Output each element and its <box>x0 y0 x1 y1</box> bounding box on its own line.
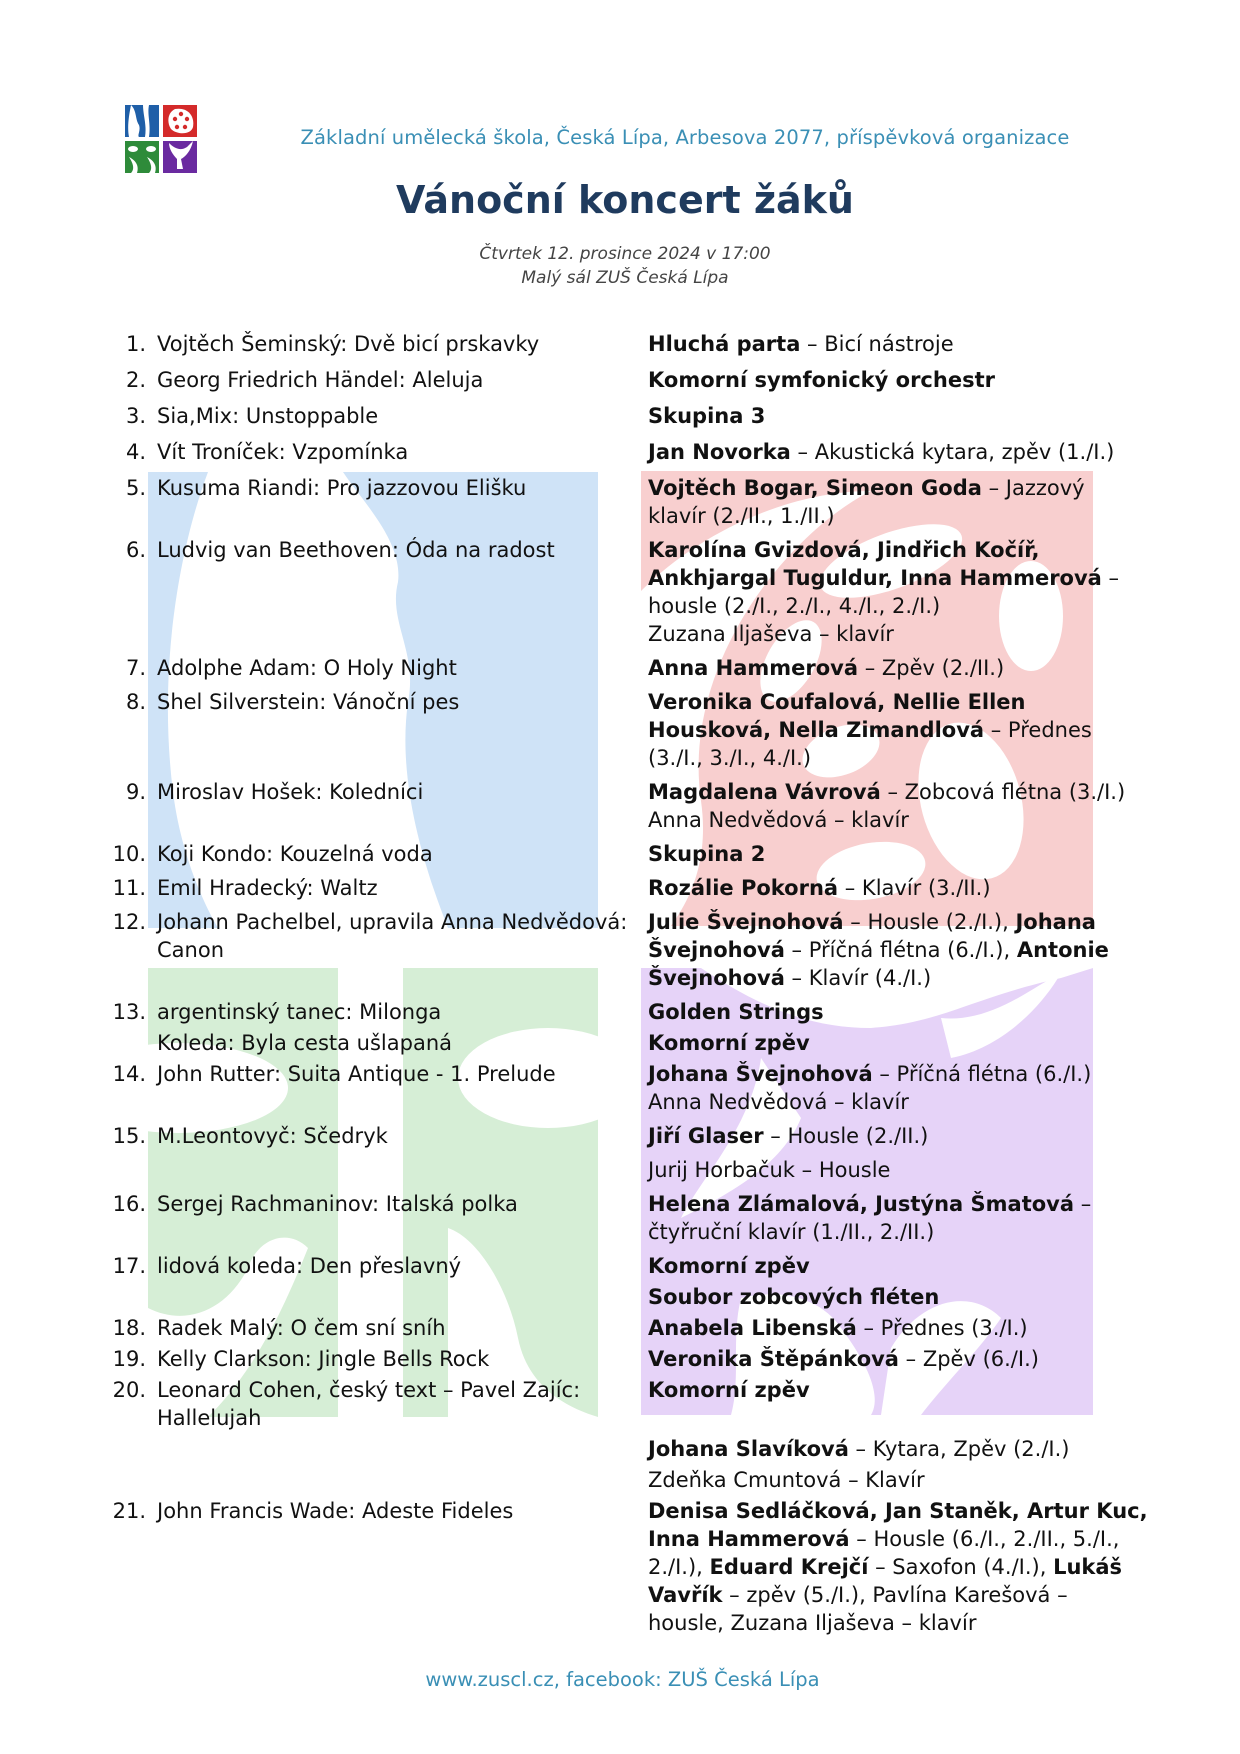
performer-name: Jiří Glaser <box>648 1124 764 1148</box>
school-name: Základní umělecká škola, Česká Lípa, Arbesova 2077, příspěvková organizace <box>300 126 1070 149</box>
performer-name: Julie Švejnohová <box>648 910 844 934</box>
performer-name: Helena Zlámalová, Justýna Šmatová <box>648 1192 1075 1216</box>
performer-line <box>648 1088 1148 1116</box>
program-item-piece: Radek Malý: O čem sní sníh <box>157 1316 446 1340</box>
program-item <box>100 1466 1160 1494</box>
program-item-number: 2. <box>125 368 146 392</box>
program-item-number: 9. <box>125 780 146 804</box>
program-item-number: 11. <box>112 876 146 900</box>
program-item-piece-cell <box>100 688 648 716</box>
program-item-number <box>100 1029 157 1057</box>
performer-line <box>648 1314 1148 1342</box>
program-item <box>100 1156 1160 1184</box>
performer-line <box>648 402 1148 430</box>
program-item-number: 19. <box>112 1347 146 1371</box>
program-item <box>100 1345 1160 1373</box>
program-item-number: 16. <box>112 1192 146 1216</box>
performer-name: Soubor zobcových fléten <box>648 1285 940 1309</box>
program-item-piece-cell <box>100 874 648 902</box>
performer-detail: Anna Nedvědová – klavír <box>648 808 909 832</box>
program-item-performers <box>648 402 1148 430</box>
program-item <box>100 688 1160 772</box>
performer-line <box>648 438 1148 466</box>
program-item-number: 10. <box>112 842 146 866</box>
performer-line <box>648 908 1148 992</box>
performer-line <box>648 1029 1148 1057</box>
program-item-performers <box>648 1122 1148 1150</box>
program-item-number: 7. <box>125 656 146 680</box>
program-item-performers <box>648 1435 1148 1463</box>
program-item-number: 20. <box>112 1378 146 1402</box>
program-item-performers <box>648 840 1148 868</box>
program-item-piece: Sergej Rachmaninov: Italská polka <box>157 1192 518 1216</box>
program-item-piece: Miroslav Hošek: Koledníci <box>157 780 424 804</box>
performer-name: Veronika Štěpánková <box>648 1347 899 1371</box>
performer-name: Johana Švejnohová <box>648 910 1096 962</box>
program-item-number: 13. <box>112 1000 146 1024</box>
program-item-number: 14. <box>112 1062 146 1086</box>
performer-detail: – Příčná flétna (6./I.) <box>872 1062 1092 1086</box>
program-item-piece-cell <box>100 1122 648 1150</box>
program-item <box>100 1122 1160 1150</box>
performer-name: Vojtěch Bogar, Simeon Goda <box>648 476 982 500</box>
program-item-piece: Sia,Mix: Unstoppable <box>157 404 379 428</box>
program-item <box>100 998 1160 1026</box>
performer-name: Lukáš Vavřík <box>648 1555 1123 1607</box>
performer-detail: Anna Nedvědová – klavír <box>648 1090 909 1114</box>
performer-name: Eduard Krejčí <box>709 1555 869 1579</box>
performer-detail: – Saxofon (4./I.), <box>868 1555 1054 1579</box>
performer-line <box>648 1435 1148 1463</box>
program-item-performers <box>648 366 1148 394</box>
program-item <box>100 474 1160 530</box>
program-item-piece-cell <box>100 1029 648 1057</box>
program-item <box>100 1376 1160 1432</box>
performer-line <box>648 998 1148 1026</box>
performer-line <box>648 1497 1148 1637</box>
performer-line <box>648 1252 1148 1280</box>
program-item-piece: Georg Friedrich Händel: Aleluja <box>157 368 484 392</box>
program-item-piece: Vojtěch Šeminský: Dvě bicí prskavky <box>157 332 540 356</box>
program-item <box>100 1314 1160 1342</box>
program-item-piece: John Francis Wade: Adeste Fideles <box>157 1499 514 1523</box>
performer-name: Karolína Gvizdová, Jindřich Kočíř, Ankhjargal Tuguldur, Inna Hammerová <box>648 538 1102 590</box>
program-item-piece: Kusuma Riandi: Pro jazzovou Elišku <box>157 476 527 500</box>
program-item <box>100 1252 1160 1280</box>
program-item-piece: lidová koleda: Den přeslavný <box>157 1254 462 1278</box>
performer-line <box>648 1345 1148 1373</box>
performer-detail: – Bicí nástroje <box>800 332 954 356</box>
program-item-piece: M.Leontovyč: Sčedryk <box>157 1124 388 1148</box>
performer-detail: – Klavír (4./I.) <box>784 966 932 990</box>
performer-line <box>648 1156 1148 1184</box>
footer-links: www.zuscl.cz, facebook: ZUŠ Česká Lípa <box>425 1668 820 1691</box>
program-item-piece-cell <box>100 1497 648 1525</box>
performer-line <box>648 1283 1148 1311</box>
performer-line <box>648 1466 1148 1494</box>
program-item <box>100 840 1160 868</box>
program-item-piece-cell <box>100 1190 648 1218</box>
performer-line <box>648 840 1148 868</box>
performer-detail: – Zpěv (6./I.) <box>898 1347 1039 1371</box>
program-item-performers <box>648 1466 1148 1494</box>
performer-name: Denisa Sedláčková, Jan Staněk, Artur Kuc, Inna Hammerová <box>648 1499 1148 1551</box>
performer-name: Skupina 3 <box>648 404 766 428</box>
program-item-piece-cell <box>100 438 648 466</box>
program-item-number: 6. <box>125 538 146 562</box>
program-item-performers <box>648 438 1148 466</box>
program-item-piece: Emil Hradecký: Waltz <box>157 876 378 900</box>
program-item-performers <box>648 330 1148 358</box>
performer-name: Skupina 2 <box>648 842 766 866</box>
program-item-performers <box>648 1190 1148 1246</box>
program-item-piece-cell <box>100 366 648 394</box>
program-item-performers <box>648 1029 1148 1057</box>
program-item-piece-cell <box>100 1376 648 1432</box>
performer-detail: Zuzana Iljaševa – klavír <box>648 622 894 646</box>
performer-name: Jan Novorka <box>648 440 791 464</box>
program-item <box>100 1060 1160 1116</box>
program-item-performers <box>648 1345 1148 1373</box>
performer-line <box>648 330 1148 358</box>
program-item-piece-cell <box>100 778 648 806</box>
performer-name: Rozálie Pokorná <box>648 876 839 900</box>
performer-detail: – Zobcová flétna (3./I.) <box>880 780 1126 804</box>
program-item-number: 5. <box>125 476 146 500</box>
program-item-number: 15. <box>112 1124 146 1148</box>
program-item-performers <box>648 536 1148 648</box>
program-item-performers <box>648 1283 1148 1311</box>
program-item-piece: Koji Kondo: Kouzelná voda <box>157 842 433 866</box>
performer-line <box>648 1376 1148 1404</box>
program-item <box>100 1029 1160 1057</box>
program-item <box>100 330 1160 358</box>
program-item-piece: Kelly Clarkson: Jingle Bells Rock <box>157 1347 490 1371</box>
program-item-number: 17. <box>112 1254 146 1278</box>
program-item-piece-cell <box>100 474 648 502</box>
program-item-number: 21. <box>112 1499 146 1523</box>
performer-name: Komorní zpěv <box>648 1031 810 1055</box>
program-item-piece: Adolphe Adam: O Holy Night <box>157 656 457 680</box>
program-item-piece: Koleda: Byla cesta ušlapaná <box>157 1031 453 1055</box>
program-item <box>100 1497 1160 1637</box>
program-item-performers <box>648 1497 1148 1637</box>
program-item <box>100 1283 1160 1311</box>
program-item-performers <box>648 908 1148 992</box>
performer-detail: – Akustická kytara, zpěv (1./I.) <box>790 440 1115 464</box>
performer-name: Komorní zpěv <box>648 1254 810 1278</box>
performer-detail: – Příčná flétna (6./I.), <box>784 938 1017 962</box>
performer-line <box>648 1190 1148 1246</box>
program-item-number: 1. <box>125 332 146 356</box>
performer-line <box>648 1122 1148 1150</box>
performer-detail: – Klavír (3./II.) <box>838 876 991 900</box>
performer-detail: Jurij Horbačuk – Housle <box>648 1158 891 1182</box>
performer-name: Anabela Libenská <box>648 1316 857 1340</box>
program-item-piece: Shel Silverstein: Vánoční pes <box>157 690 460 714</box>
program-item <box>100 908 1160 992</box>
performer-detail: – Přednes (3./I., 3./I., 4./I.) <box>648 718 1092 770</box>
program-item-performers <box>648 1314 1148 1342</box>
program-item <box>100 1190 1160 1246</box>
performer-detail: – housle (2./I., 2./I., 4./I., 2./I.) <box>648 566 1120 618</box>
program-item-number: 8. <box>125 690 146 714</box>
program-item <box>100 778 1160 834</box>
program-item-number: 12. <box>112 910 146 934</box>
page-title: Vánoční koncert žáků <box>396 178 854 222</box>
program-item-piece-cell <box>100 998 648 1026</box>
performer-line <box>648 874 1148 902</box>
program-item <box>100 536 1160 648</box>
program-item-piece-cell <box>100 1314 648 1342</box>
performer-detail: – Kytara, Zpěv (2./I.) <box>848 1437 1070 1461</box>
program-item-piece: Ludvig van Beethoven: Óda na radost <box>157 538 555 562</box>
program-item <box>100 1435 1160 1463</box>
performer-name: Golden Strings <box>648 1000 824 1024</box>
performer-line <box>648 536 1148 620</box>
performer-line <box>648 778 1148 806</box>
program-item <box>100 438 1160 466</box>
performer-line <box>648 806 1148 834</box>
program-item-performers <box>648 1376 1148 1404</box>
performer-detail: – Housle (2./I.), <box>843 910 1016 934</box>
performer-name: Antonie Švejnohová <box>648 938 1109 990</box>
performer-detail: – zpěv (5./I.), Pavlína Karešová – housle, Zuzana Iljaševa – klavír <box>648 1583 1068 1635</box>
program-item-piece-cell <box>100 1252 648 1280</box>
program-item-piece: Leonard Cohen, český text – Pavel Zajíc: Hallelujah <box>157 1378 581 1430</box>
program-item-piece: Vít Troníček: Vzpomínka <box>157 440 409 464</box>
program-item-performers <box>648 998 1148 1026</box>
performer-line <box>648 688 1148 772</box>
program-item <box>100 402 1160 430</box>
performer-name: Komorní zpěv <box>648 1378 810 1402</box>
performer-name: Anna Hammerová <box>648 656 859 680</box>
performer-name: Hluchá parta <box>648 332 801 356</box>
performer-detail: – Housle (6./I., 2./II., 5./I., 2./I.), <box>648 1527 1120 1579</box>
performer-name: Komorní symfonický orchestr <box>648 368 995 392</box>
program-item-number: 3. <box>125 404 146 428</box>
program-item-number: 4. <box>125 440 146 464</box>
program-item-performers <box>648 874 1148 902</box>
program-item-piece-cell <box>100 536 648 564</box>
program-item-performers <box>648 1156 1148 1184</box>
program-list <box>100 330 1160 1637</box>
performer-detail: Zdeňka Cmuntová – Klavír <box>648 1468 925 1492</box>
performer-name: Johana Švejnohová <box>648 1062 873 1086</box>
event-venue: Malý sál ZUŠ Česká Lípa <box>521 268 729 288</box>
program-item-performers <box>648 1252 1148 1280</box>
performer-line <box>648 1060 1148 1088</box>
performer-line <box>648 620 1148 648</box>
performer-line <box>648 654 1148 682</box>
program-item-piece: John Rutter: Suita Antique - 1. Prelude <box>157 1062 556 1086</box>
program-item-piece-cell <box>100 908 648 964</box>
program-item-piece-cell <box>100 402 648 430</box>
program-item-piece-cell <box>100 1060 648 1088</box>
program-item-performers <box>648 654 1148 682</box>
program-item-piece-cell <box>100 654 648 682</box>
program-item-performers <box>648 688 1148 772</box>
performer-detail: – Přednes (3./I.) <box>856 1316 1028 1340</box>
performer-line <box>648 474 1148 530</box>
program-item-performers <box>648 778 1148 834</box>
program-item-performers <box>648 474 1148 530</box>
performer-detail: – Housle (2./II.) <box>763 1124 929 1148</box>
program-item-piece-cell <box>100 840 648 868</box>
performer-detail: – čtyřruční klavír (1./II., 2./II.) <box>648 1192 1092 1244</box>
program-item <box>100 654 1160 682</box>
performer-detail: – Zpěv (2./II.) <box>858 656 1005 680</box>
performer-name: Magdalena Vávrová <box>648 780 881 804</box>
program-item-piece: Johann Pachelbel, upravila Anna Nedvědová: Canon <box>157 910 628 962</box>
program-item-piece-cell <box>100 1345 648 1373</box>
program-item-performers <box>648 1060 1148 1116</box>
program-item-number: 18. <box>112 1316 146 1340</box>
program-item <box>100 366 1160 394</box>
program-item-piece-cell <box>100 330 648 358</box>
performer-detail: – Jazzový klavír (2./II., 1./II.) <box>648 476 1085 528</box>
performer-name: Veronika Coufalová, Nellie Ellen Housková, Nella Zimandlová <box>648 690 1026 742</box>
performer-name: Johana Slavíková <box>648 1437 849 1461</box>
program-item <box>100 874 1160 902</box>
event-date: Čtvrtek 12. prosince 2024 v 17:00 <box>479 244 771 264</box>
performer-line <box>648 366 1148 394</box>
program-item-piece: argentinský tanec: Milonga <box>157 1000 442 1024</box>
